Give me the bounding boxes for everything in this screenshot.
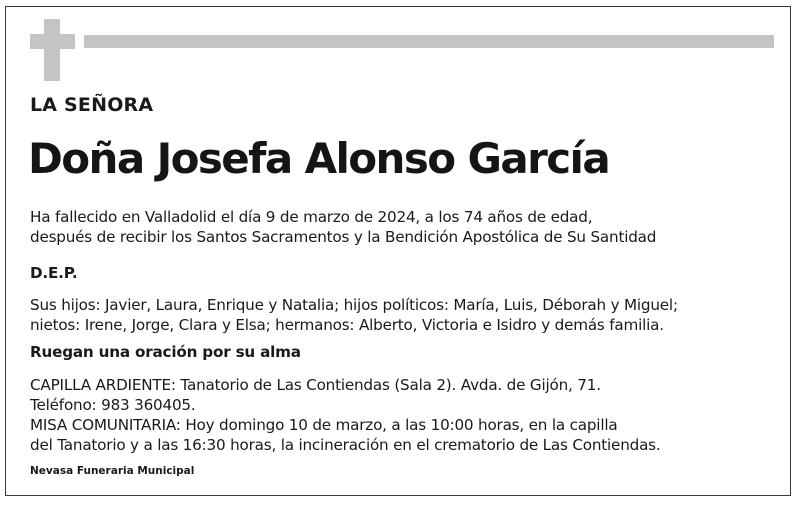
deceased-name: Doña Josefa Alonso García: [28, 134, 610, 183]
mass-line-1: MISA COMUNITARIA: Hoy domingo 10 de marzo, a las 10:00 horas, en la capilla: [30, 416, 618, 434]
chapel-line-1: CAPILLA ARDIENTE: Tanatorio de Las Contiendas (Sala 2). Avda. de Gijón, 71.: [30, 376, 601, 394]
prayer-request: Ruegan una oración por su alma: [30, 343, 301, 361]
mass-line-2: del Tanatorio y a las 16:30 horas, la incineración en el crematorio de Las Contiendas.: [30, 436, 661, 454]
header-rule: [84, 35, 774, 48]
cross-horizontal-bar: [30, 34, 75, 49]
rip-text: D.E.P.: [30, 264, 78, 282]
notice-prefix: LA SEÑORA: [30, 94, 154, 116]
funeral-home-name: Nevasa Funeraria Municipal: [30, 465, 195, 477]
family-line-2: nietos: Irene, Jorge, Clara y Elsa; hermanos: Alberto, Victoria e Isidro y demás familia.: [30, 316, 664, 334]
chapel-line-2: Teléfono: 983 360405.: [30, 396, 196, 414]
cross-vertical-bar: [44, 19, 60, 81]
death-line-2: después de recibir los Santos Sacramentos y la Bendición Apostólica de Su Santidad: [30, 228, 657, 246]
death-line-1: Ha fallecido en Valladolid el día 9 de marzo de 2024, a los 74 años de edad,: [30, 208, 593, 226]
family-line-1: Sus hijos: Javier, Laura, Enrique y Natalia; hijos políticos: María, Luis, Déborah y Miguel;: [30, 296, 678, 314]
